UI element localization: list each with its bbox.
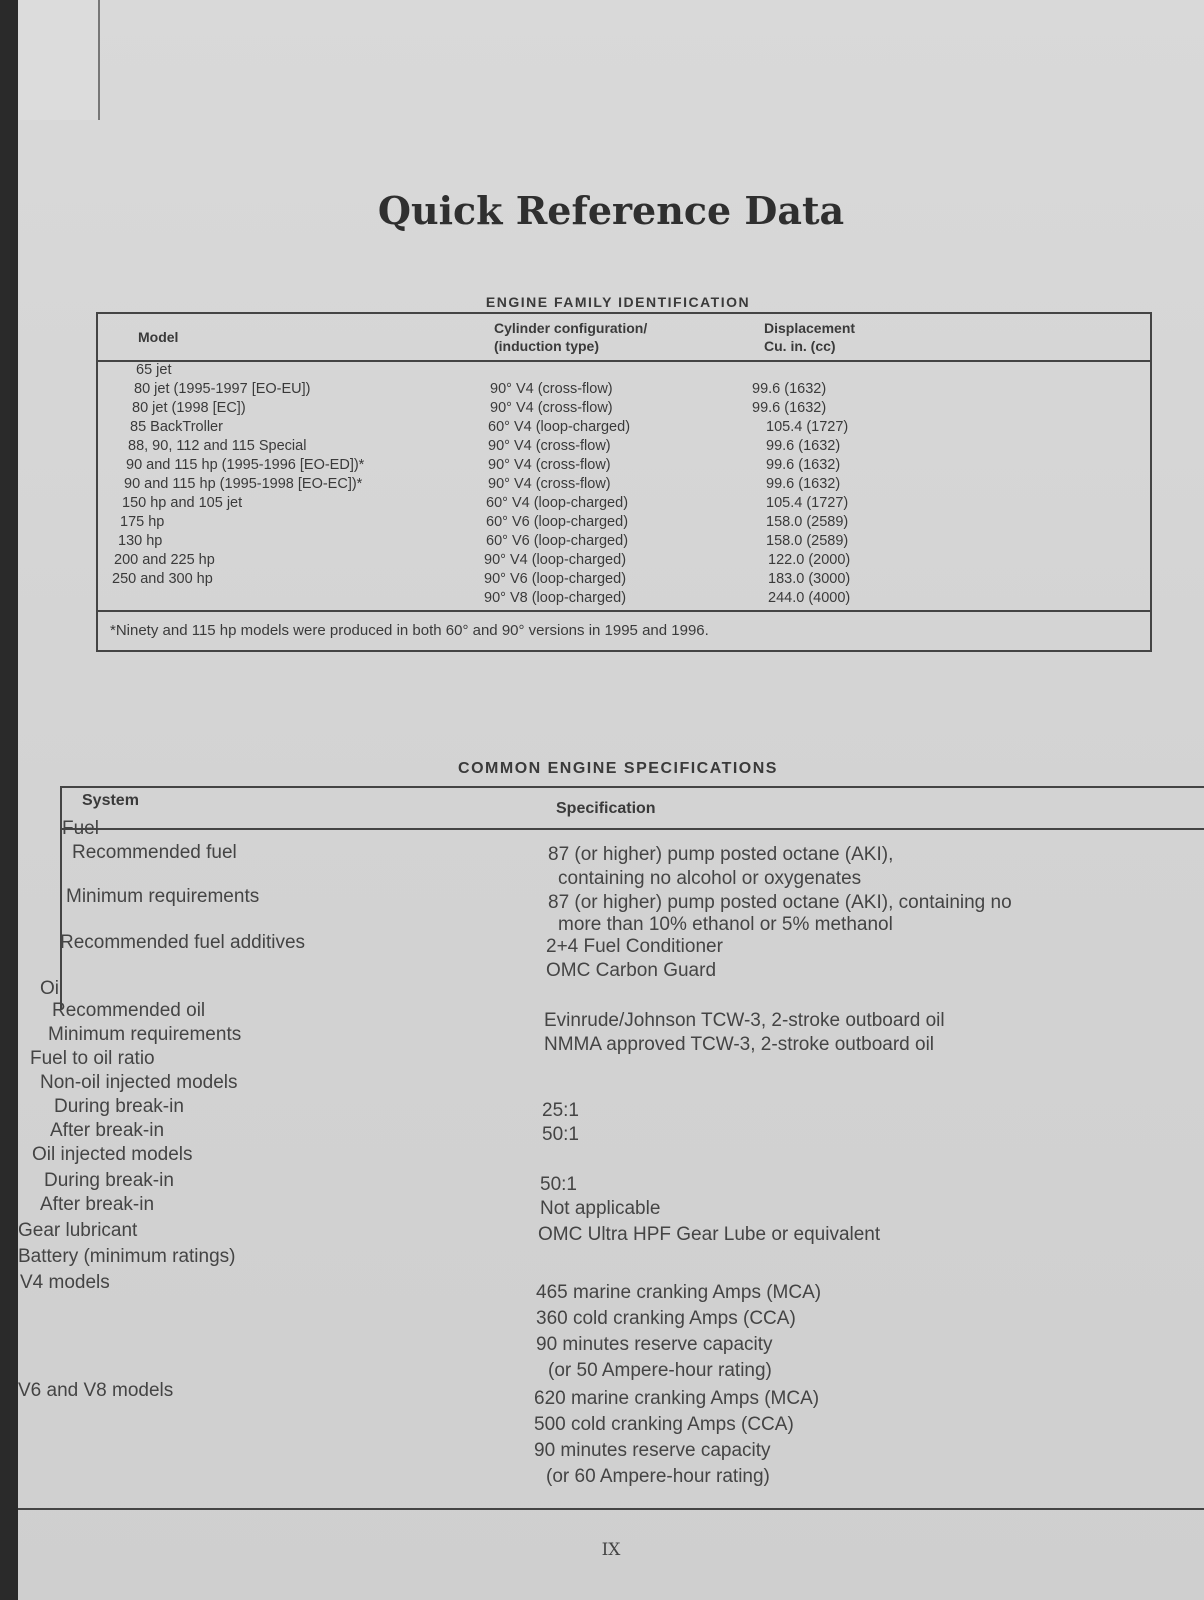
cell-config: 90° V4 (cross-flow) [488, 476, 611, 492]
table-row [98, 381, 1150, 401]
spec-value: 2+4 Fuel Conditioner [546, 936, 723, 957]
spec-value: 90 minutes reserve capacity [536, 1334, 773, 1355]
system-label: Fuel [62, 818, 99, 839]
spec-value: Evinrude/Johnson TCW-3, 2-stroke outboard oil [544, 1010, 945, 1031]
spec-value: 87 (or higher) pump posted octane (AKI), containing no [548, 892, 1012, 913]
cell-model: 88, 90, 112 and 115 Special [128, 438, 307, 454]
cell-config: 60° V6 (loop-charged) [486, 533, 629, 549]
cell-model: 80 jet (1995-1997 [EO-EU]) [134, 381, 311, 397]
spec-value: (or 50 Ampere-hour rating) [548, 1360, 772, 1381]
cell-config: 90° V4 (cross-flow) [488, 438, 611, 454]
cell-displacement: 99.6 (1632) [766, 476, 841, 492]
table-row [98, 590, 1150, 610]
system-label: Battery (minimum ratings) [18, 1246, 236, 1267]
header-displacement-1: Displacement [764, 320, 856, 336]
spec-value: containing no alcohol or oxygenates [558, 868, 862, 889]
engine-table-header [98, 314, 1150, 362]
system-label: Fuel to oil ratio [30, 1048, 155, 1069]
cell-model: 65 jet [136, 362, 172, 378]
cell-displacement: 99.6 (1632) [766, 438, 841, 454]
system-label: Recommended oil [52, 1000, 206, 1021]
cell-displacement: 158.0 (2589) [766, 533, 849, 549]
system-label: During break-in [44, 1170, 174, 1191]
engine-table-footnote: *Ninety and 115 hp models were produced in both 60° and 90° versions in 1995 and 1996. [110, 622, 709, 639]
cell-model: 250 and 300 hp [112, 571, 213, 587]
cell-config: 60° V4 (loop-charged) [486, 495, 629, 511]
spec-value: 87 (or higher) pump posted octane (AKI), [548, 844, 894, 865]
cell-config: 90° V8 (loop-charged) [484, 590, 627, 606]
cell-displacement: 158.0 (2589) [766, 514, 849, 530]
spec-value: 500 cold cranking Amps (CCA) [534, 1414, 794, 1435]
spec-value: 360 cold cranking Amps (CCA) [536, 1308, 796, 1329]
spec-value: (or 60 Ampere-hour rating) [546, 1466, 770, 1487]
spec-table-header [60, 786, 1204, 830]
system-label: V6 and V8 models [18, 1380, 174, 1401]
cell-displacement: 183.0 (3000) [768, 571, 851, 587]
system-label: Minimum requirements [48, 1024, 242, 1045]
table-row [98, 457, 1150, 477]
system-label: Recommended fuel [72, 842, 237, 863]
spec-value: Not applicable [540, 1198, 661, 1219]
table-row [98, 400, 1150, 420]
spec-table-title: COMMON ENGINE SPECIFICATIONS [458, 760, 778, 777]
spec-value: 50:1 [540, 1174, 577, 1195]
cell-model: 200 and 225 hp [114, 552, 215, 568]
cell-model: 90 and 115 hp (1995-1996 [EO-ED])* [126, 457, 365, 473]
cell-config: 90° V6 (loop-charged) [484, 571, 627, 587]
cell-displacement: 99.6 (1632) [752, 381, 827, 397]
system-label: During break-in [54, 1096, 184, 1117]
cell-model: 90 and 115 hp (1995-1998 [EO-EC])* [124, 476, 363, 492]
header-cylinder-2: (induction type) [494, 338, 599, 354]
cell-config: 90° V4 (cross-flow) [490, 400, 613, 416]
cell-config: 90° V4 (loop-charged) [484, 552, 627, 568]
book-page [18, 0, 1204, 1600]
page-title: Quick Reference Data [377, 188, 845, 233]
spec-value: 90 minutes reserve capacity [534, 1440, 771, 1461]
table-row [98, 533, 1150, 553]
page-number: IX [601, 1540, 621, 1560]
table-row [98, 438, 1150, 458]
cell-model: 175 hp [120, 514, 165, 530]
table-row [98, 571, 1150, 591]
table-row [98, 514, 1150, 534]
system-label: After break-in [40, 1194, 155, 1215]
system-label: Non-oil injected models [40, 1072, 238, 1093]
system-label: Oil [40, 978, 64, 999]
system-label: Recommended fuel additives [60, 932, 306, 953]
table-row [98, 476, 1150, 496]
table-row [98, 362, 1150, 382]
spec-value: OMC Ultra HPF Gear Lube or equivalent [538, 1224, 881, 1245]
system-label: After break-in [50, 1120, 165, 1141]
cell-config: 60° V4 (loop-charged) [488, 419, 631, 435]
header-displacement-2: Cu. in. (cc) [764, 338, 836, 354]
system-label: Minimum requirements [66, 886, 260, 907]
cell-displacement: 122.0 (2000) [768, 552, 851, 568]
header-specification: Specification [556, 800, 656, 817]
table-row [98, 552, 1150, 572]
cell-model: 85 BackTroller [130, 419, 223, 435]
table-row [98, 495, 1150, 515]
spec-value: 620 marine cranking Amps (MCA) [534, 1388, 820, 1409]
cell-displacement: 99.6 (1632) [766, 457, 841, 473]
spec-value: more than 10% ethanol or 5% methanol [558, 914, 893, 935]
table-row [98, 419, 1150, 439]
cell-config: 60° V6 (loop-charged) [486, 514, 629, 530]
system-label: Gear lubricant [18, 1220, 138, 1241]
cell-displacement: 99.6 (1632) [752, 400, 827, 416]
system-label: V4 models [20, 1272, 110, 1293]
spec-value: NMMA approved TCW-3, 2-stroke outboard oil [544, 1034, 935, 1055]
system-label: Oil injected models [32, 1144, 193, 1165]
engine-family-table [96, 312, 1152, 652]
cell-model: 150 hp and 105 jet [122, 495, 243, 511]
spec-value: 25:1 [542, 1100, 579, 1121]
cell-config: 90° V4 (cross-flow) [488, 457, 611, 473]
header-cylinder-1: Cylinder configuration/ [494, 320, 648, 336]
engine-table-title: ENGINE FAMILY IDENTIFICATION [485, 294, 751, 310]
cell-config: 90° V4 (cross-flow) [490, 381, 613, 397]
spec-value: OMC Carbon Guard [546, 960, 717, 981]
header-system: System [82, 792, 139, 809]
spec-value: 465 marine cranking Amps (MCA) [536, 1282, 822, 1303]
cell-displacement: 105.4 (1727) [766, 495, 849, 511]
spec-value: 50:1 [542, 1124, 579, 1145]
cell-model: 130 hp [118, 533, 163, 549]
cell-model: 80 jet (1998 [EC]) [132, 400, 246, 416]
cell-displacement: 244.0 (4000) [768, 590, 851, 606]
cell-displacement: 105.4 (1727) [766, 419, 849, 435]
engine-table-footnote-row [98, 610, 1150, 650]
adjacent-page-edge [18, 0, 100, 120]
header-model: Model [138, 329, 179, 345]
table-bottom-rule [18, 1508, 1204, 1510]
